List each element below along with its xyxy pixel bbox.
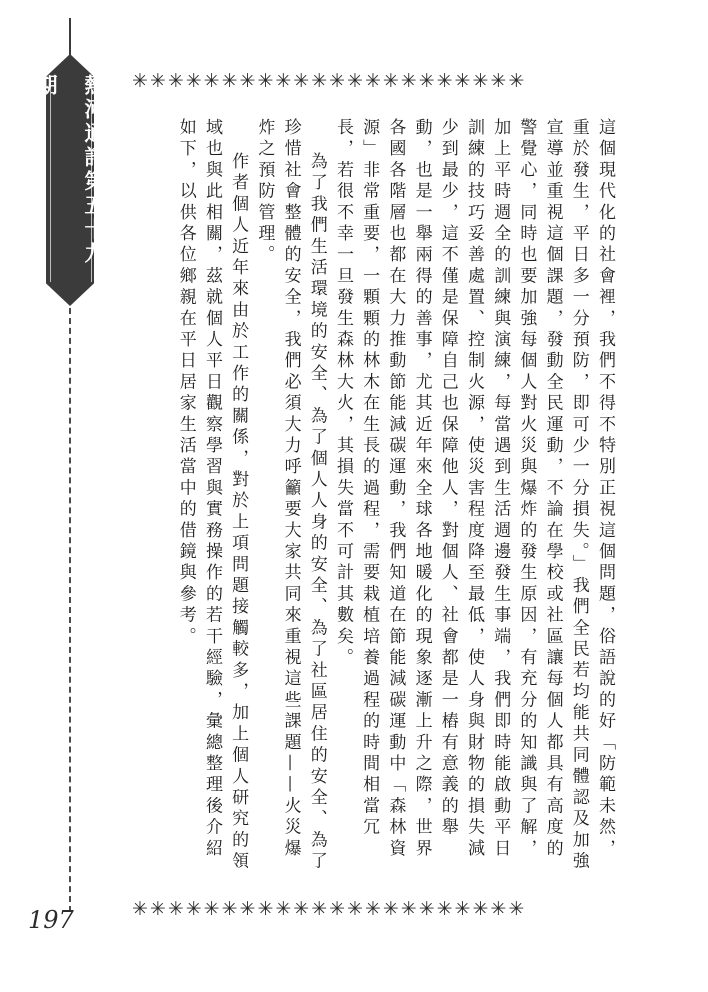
ornament-border-bottom: ✳✳✳✳✳✳✳✳✳✳✳✳✳✳✳✳✳✳✳✳✳✳	[132, 898, 527, 920]
spine-line-dashed	[69, 308, 71, 912]
section-title: 熱河通訊第五十九期	[34, 74, 107, 266]
article-body	[150, 118, 618, 878]
paragraph-1: 這個現代化的社會裡，我們不得不特別正視這個問題，俗語說的好「防範未然，重於發生，平日多一分預防，即可少一分損失。」我們全民若均能共同體認及加強宣導並重視這個課題，發動全民運動，不論在學校或社區讓每個人都具有高度的警覺心，同時也要加強每個人對火災與爆炸的發生原因，有充分的知識與了解，加上平時週全的訓練與演練，每當遇到生活週邊發生事端，我們即時能啟動平日訓練的技巧妥善處置、控制火源，使災害程度降至最低，使人身與財物的損失減少到最少，這不僅是保障自己也保障他人，對個人、社會都是一樁有意義的舉動，也是一舉兩得的善事，尤其近年來全球各地暖化的現象逐漸上升之際，世界各國各階層也都在大力推動節能減碳運動，我們知道在節能減碳運動中「森林資源」非常重要，一顆顆的林木在生長的過程，需要栽植培養過程的時間相當冗長，若很不幸一旦發生森林大火，其損失當不可計其數矣。	[332, 118, 615, 873]
spine-line-top	[69, 18, 71, 56]
paragraph-3: 作者個人近年來由於工作的關係，對於上項問題接觸較多，加上個人研究的領域也與此相關，茲就個人平日觀察學習與實務操作的若干經驗，彙總整理後介紹如下，以供各位鄉親在平日居家生活當中的借鏡與參考。	[175, 118, 249, 873]
ornament-border-top: ✳✳✳✳✳✳✳✳✳✳✳✳✳✳✳✳✳✳✳✳✳✳	[132, 70, 527, 92]
paragraph-2: 為了我們生活環境的安全、為了個人人身的安全、為了社區居住的安全、為了珍惜社會整體的安全，我們必須大力呼籲要大家共同來重視這些課題——火災爆炸之預防管理。	[254, 118, 327, 873]
section-title-wrapper	[34, 74, 107, 288]
page-number: 197	[28, 906, 74, 934]
